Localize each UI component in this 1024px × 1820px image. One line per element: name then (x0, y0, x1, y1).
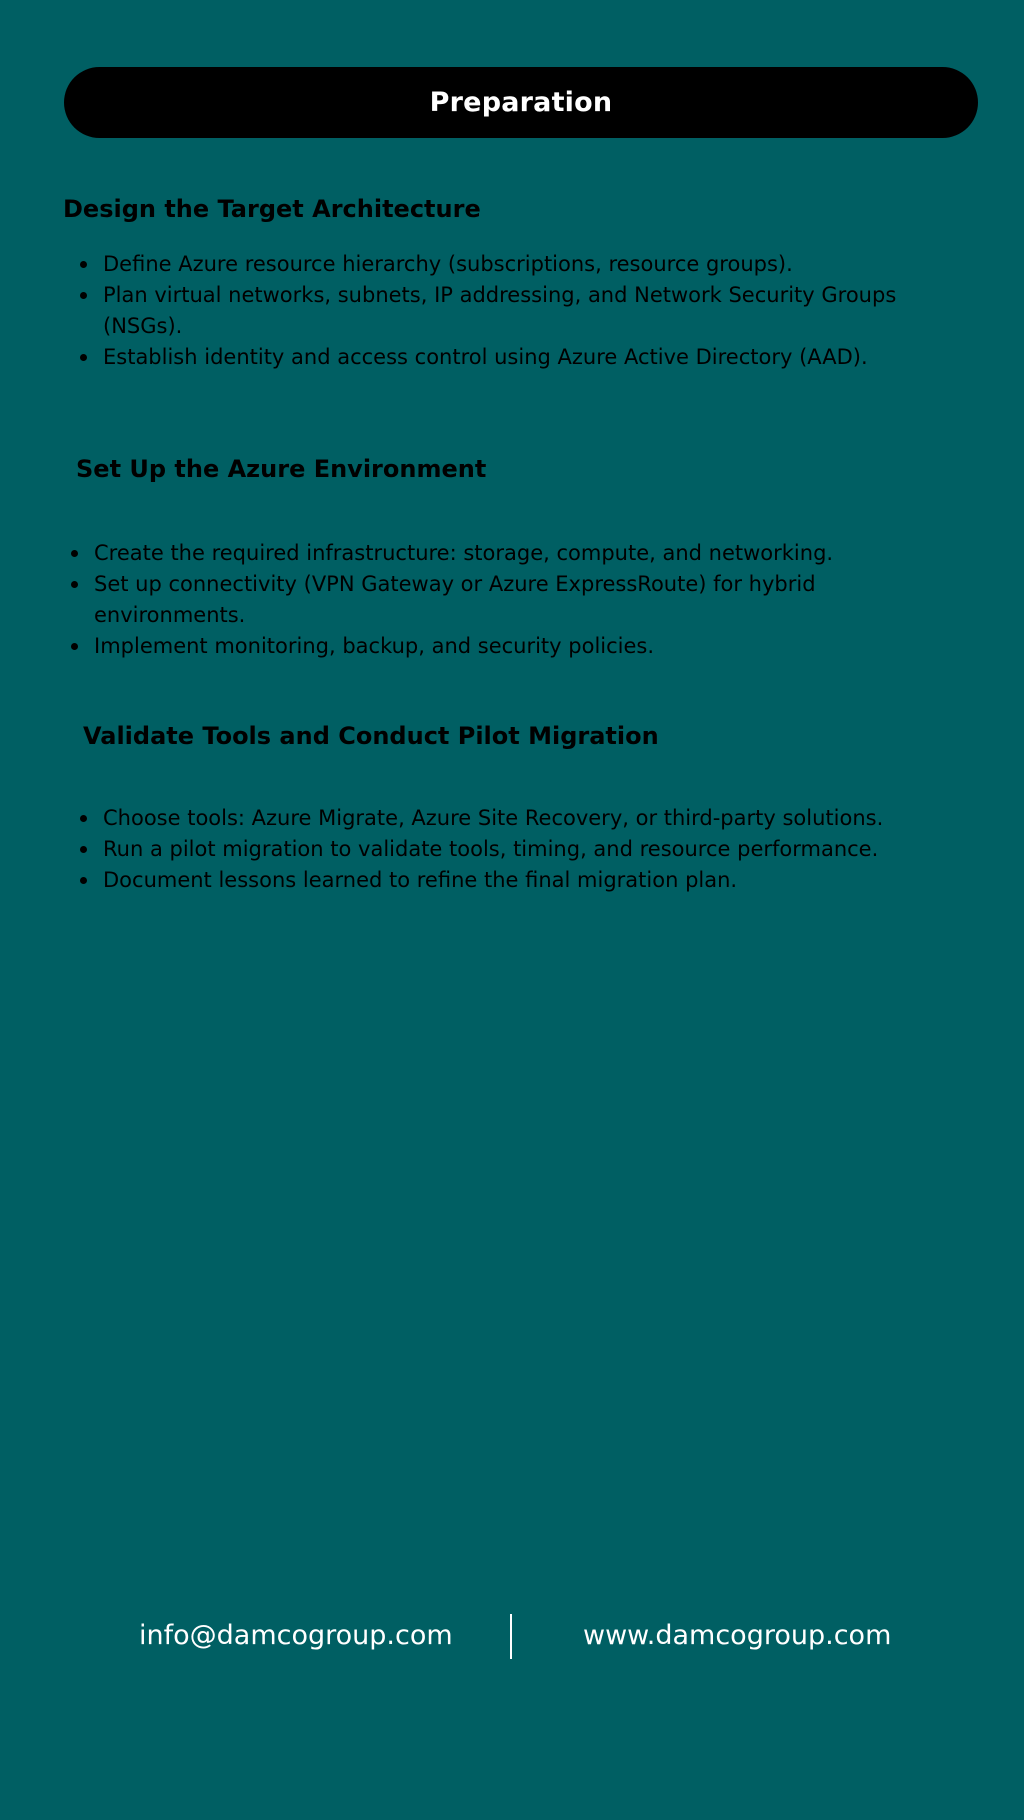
section-azure-environment (63, 454, 963, 662)
section-design-architecture (63, 194, 963, 373)
footer-divider (510, 1614, 512, 1659)
list-item: Choose tools: Azure Migrate, Azure Site Recovery, or third-party solutions. (63, 803, 963, 834)
list-item: Establish identity and access control using Azure Active Directory (AAD). (63, 342, 963, 373)
list-item: Document lessons learned to refine the final migration plan. (63, 865, 963, 896)
footer-website-link[interactable]: www.damcogroup.com (583, 1620, 892, 1651)
list-item: Set up connectivity (VPN Gateway or Azure ExpressRoute) for hybrid environments. (63, 569, 963, 631)
footer-email-link[interactable]: info@damcogroup.com (139, 1620, 453, 1651)
list-item: Create the required infrastructure: storage, compute, and networking. (63, 538, 963, 569)
list-item: Define Azure resource hierarchy (subscriptions, resource groups). (63, 249, 963, 280)
list-item: Plan virtual networks, subnets, IP addressing, and Network Security Groups (NSGs). (63, 280, 963, 342)
page-title: Preparation (429, 87, 613, 118)
list-item: Run a pilot migration to validate tools, timing, and resource performance. (63, 834, 963, 865)
section-pilot-migration (63, 721, 963, 896)
bullet-list (63, 803, 963, 896)
bullet-list (63, 538, 963, 662)
bullet-list (63, 249, 963, 373)
title-banner (64, 67, 978, 138)
section-heading: Set Up the Azure Environment (76, 455, 487, 483)
section-heading: Validate Tools and Conduct Pilot Migration (83, 722, 659, 750)
list-item: Implement monitoring, backup, and security policies. (63, 631, 963, 662)
section-heading: Design the Target Architecture (63, 195, 481, 223)
